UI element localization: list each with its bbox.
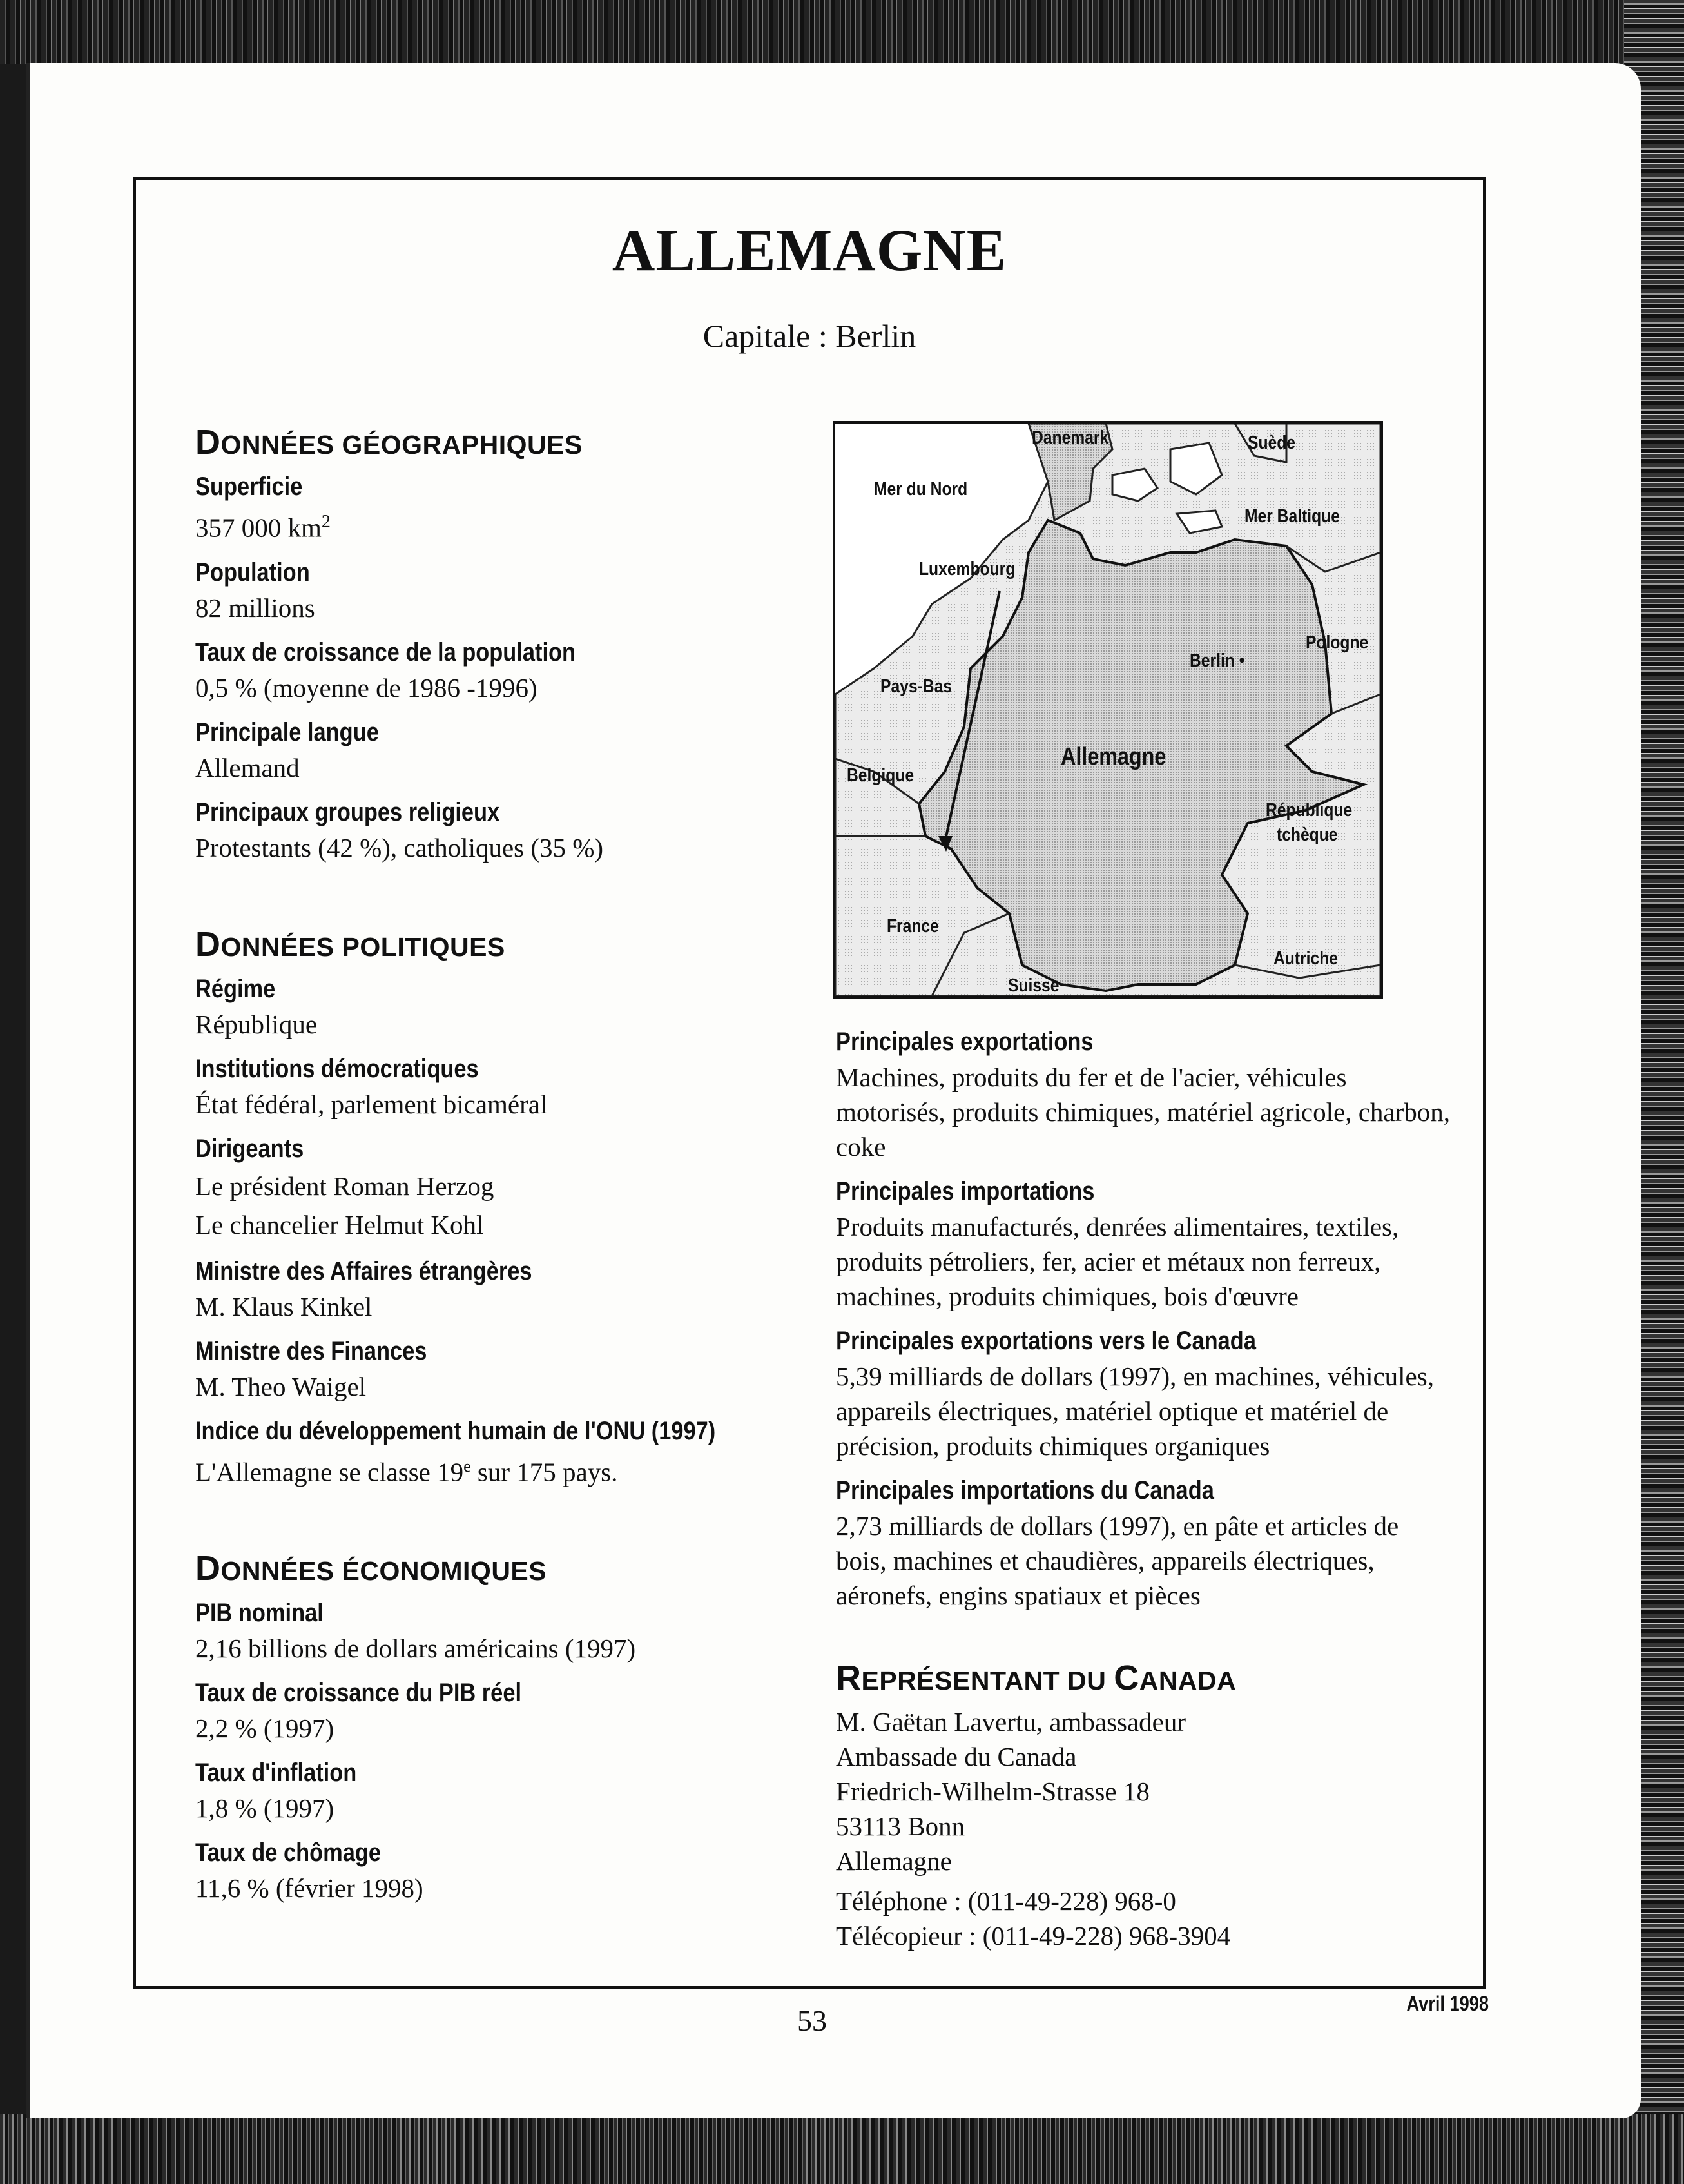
affaires-value: M. Klaus Kinkel	[195, 1291, 373, 1321]
idh-value: L'Allemagne se classe 19e sur 175 pays.	[195, 1456, 618, 1487]
map-label-pologne: Pologne	[1306, 632, 1369, 653]
field-croissance-pop	[195, 634, 808, 705]
map-label-suede: Suède	[1248, 433, 1295, 453]
dirigeants-label: Dirigeants	[195, 1134, 304, 1163]
imp-canada-label: Principales importations du Canada	[836, 1476, 1214, 1505]
left-column	[195, 422, 808, 1915]
map-label-autriche: Autriche	[1273, 948, 1338, 969]
map-label-allemagne: Allemagne	[1061, 743, 1166, 770]
dirigeant-president: Le président Roman Herzog	[195, 1171, 494, 1201]
croissance-pop-value: 0,5 % (moyenne de 1986 -1996)	[195, 672, 537, 703]
pib-reel-label: Taux de croissance du PIB réel	[195, 1679, 522, 1708]
field-exportations	[836, 1024, 1455, 1164]
institutions-label: Institutions démocratiques	[195, 1054, 479, 1083]
page-title: ALLEMAGNE	[612, 217, 1007, 283]
institutions-value: État fédéral, parlement bicaméral	[195, 1089, 548, 1119]
rep-line-3: Friedrich-Wilhelm-Strasse 18	[836, 1777, 1150, 1806]
finances-value: M. Theo Waigel	[195, 1371, 367, 1401]
map-label-france: France	[887, 916, 939, 937]
religion-label: Principaux groupes religieux	[195, 797, 500, 826]
field-religion	[195, 794, 808, 865]
germany-map	[833, 421, 1383, 999]
field-institutions	[195, 1051, 808, 1122]
map-label-pays-bas: Pays-Bas	[880, 676, 953, 697]
field-inflation	[195, 1755, 808, 1826]
field-importations	[836, 1173, 1455, 1314]
exp-canada-value: 5,39 milliards de dollars (1997), en machines, véhicules, appareils électriques, matériel optique et matériel de précision, produits chimiques organiques	[836, 1361, 1434, 1461]
croissance-pop-label: Taux de croissance de la population	[195, 638, 576, 667]
map-label-danemark: Danemark	[1032, 427, 1109, 448]
chomage-value: 11,6 % (février 1998)	[195, 1873, 423, 1904]
imp-canada-value: 2,73 milliards de dollars (1997), en pâte et articles de bois, machines et chaudières, appareils électriques, aéronefs, engins spatiaux et pièces	[836, 1511, 1399, 1610]
importations-value: Produits manufacturés, denrées alimentaires, textiles, produits pétroliers, fer, acier et métaux non ferreux, machines, produits chimiques, bois d'œuvre	[836, 1212, 1399, 1311]
regime-label: Régime	[195, 974, 276, 1003]
langue-label: Principale langue	[195, 717, 379, 746]
scan-edge-top	[0, 0, 1684, 64]
field-idh	[195, 1413, 808, 1490]
affaires-label: Ministre des Affaires étrangères	[195, 1256, 532, 1285]
rep-line-2: Ambassade du Canada	[836, 1742, 1077, 1771]
exportations-label: Principales exportations	[836, 1028, 1094, 1056]
idh-label: Indice du développement humain de l'ONU (1997)	[195, 1416, 716, 1445]
map-label-mer-du-nord: Mer du Nord	[874, 479, 968, 500]
exp-canada-label: Principales exportations vers le Canada	[836, 1327, 1256, 1355]
pib-value: 2,16 billions de dollars américains (1997)	[195, 1633, 636, 1664]
field-pib-reel	[195, 1675, 808, 1746]
finances-label: Ministre des Finances	[195, 1336, 427, 1365]
map-label-luxembourg: Luxembourg	[919, 559, 1016, 580]
superficie-label: Superficie	[195, 473, 303, 501]
pib-reel-value: 2,2 % (1997)	[195, 1713, 334, 1744]
superficie-value: 357 000 $km^2$	[195, 512, 331, 543]
regime-value: République	[195, 1009, 318, 1039]
inflation-value: 1,8 % (1997)	[195, 1793, 334, 1824]
map-label-suisse: Suisse	[1008, 975, 1060, 996]
field-regime	[195, 971, 808, 1042]
capital-line: Capitale : Berlin	[702, 318, 916, 354]
field-imp-canada	[836, 1472, 1455, 1613]
field-affaires	[195, 1253, 808, 1324]
field-population	[195, 554, 808, 625]
rep-line-4: 53113 Bonn	[836, 1811, 965, 1841]
map-label-berlin: Berlin •	[1190, 650, 1245, 671]
field-langue	[195, 714, 808, 785]
rep-phone: Téléphone : (011-49-228) 968-0	[836, 1886, 1176, 1916]
population-label: Population	[195, 558, 310, 587]
field-exp-canada	[836, 1323, 1455, 1463]
religion-value: Protestants (42 %), catholiques (35 %)	[195, 832, 604, 863]
rep-line-5: Allemagne	[836, 1846, 952, 1876]
map-label-mer-baltique: Mer Baltique	[1244, 506, 1340, 527]
map-label-tcheque: tchèque	[1277, 824, 1338, 845]
importations-label: Principales importations	[836, 1177, 1095, 1205]
scan-edge-bottom	[0, 2114, 1684, 2184]
map-label-republique: République	[1266, 800, 1353, 821]
rep-line-1: M. Gaëtan Lavertu, ambassadeur	[836, 1707, 1186, 1737]
page-number: 53	[797, 2004, 827, 2037]
field-pib	[195, 1595, 808, 1666]
publication-date: Avril 1998	[1406, 1992, 1489, 2015]
rep-fax: Télécopieur : (011-49-228) 968-3904	[836, 1921, 1231, 1951]
field-chomage	[195, 1835, 808, 1906]
langue-value: Allemand	[195, 752, 300, 783]
population-value: 82 millions	[195, 592, 315, 623]
pib-label: PIB nominal	[195, 1599, 324, 1628]
inflation-label: Taux d'inflation	[195, 1759, 357, 1788]
right-column	[836, 1024, 1455, 1953]
field-superficie	[195, 469, 808, 545]
field-dirigeants	[195, 1131, 808, 1244]
chomage-label: Taux de chômage	[195, 1838, 382, 1867]
section-geo-heading: DONNÉES GÉOGRAPHIQUES	[195, 423, 583, 462]
section-pol-heading: DONNÉES POLITIQUES	[195, 924, 505, 964]
section-rep-heading: REPRÉSENTANT DU CANADA	[836, 1659, 1237, 1697]
exportations-value: Machines, produits du fer et de l'acier, véhicules motorisés, produits chimiques, matériel agricole, charbon, coke	[836, 1062, 1450, 1162]
dirigeant-chancelier: Le chancelier Helmut Kohl	[195, 1209, 484, 1240]
section-eco-heading: DONNÉES ÉCONOMIQUES	[195, 1549, 547, 1588]
map-label-belgique: Belgique	[847, 765, 915, 786]
field-finances	[195, 1333, 808, 1404]
